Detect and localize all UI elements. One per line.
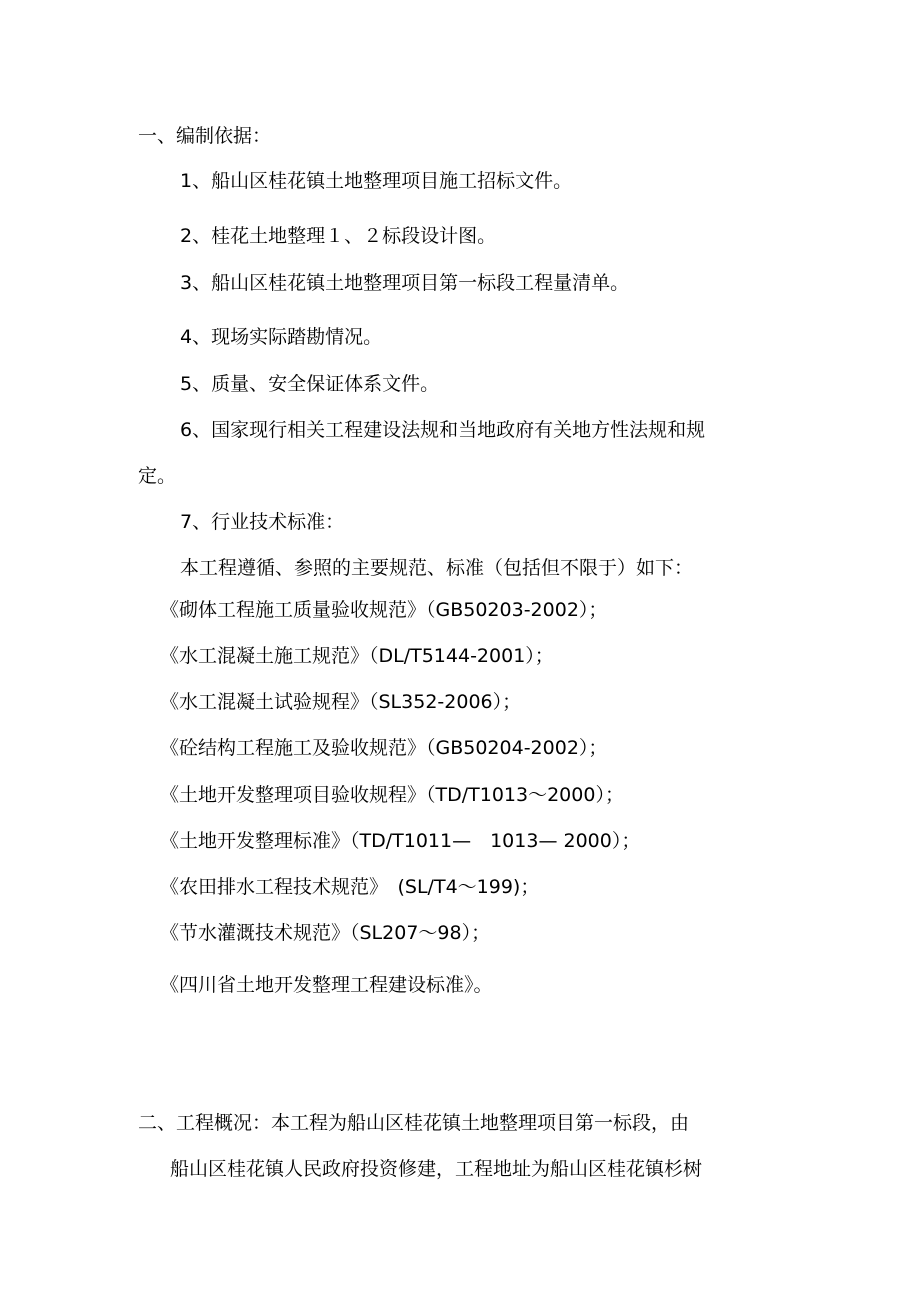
basis-item-2: 2、桂花土地整理１、２标段设计图。	[180, 225, 497, 247]
standard-item: 《土地开发整理标准》（TD/T1011— 1013— 2000）；	[160, 830, 641, 852]
section-2-line-2: 船山区桂花镇人民政府投资修建，工程地址为船山区桂花镇杉树	[170, 1158, 703, 1180]
standard-item: 《节水灌溉技术规范》（SL207～98）；	[160, 922, 491, 944]
basis-item-7: 7、行业技术标准：	[180, 511, 345, 533]
standard-item: 《水工混凝土试验规程》（SL352-2006）；	[160, 691, 522, 713]
basis-item-6-continuation: 定。	[138, 465, 177, 487]
section-1-heading: 一、编制依据：	[138, 125, 272, 147]
basis-item-6: 6、国家现行相关工程建设法规和当地政府有关地方性法规和规	[180, 419, 706, 441]
standards-intro: 本工程遵循、参照的主要规范、标准（包括但不限于）如下：	[180, 557, 694, 579]
standard-item: 《水工混凝土施工规范》（DL/T5144-2001）；	[160, 645, 554, 667]
standard-item: 《农田排水工程技术规范》 (SL/T4～199)；	[160, 876, 540, 898]
section-2-line-1: 二、工程概况：本工程为船山区桂花镇土地整理项目第一标段，由	[138, 1112, 690, 1134]
basis-item-5: 5、质量、安全保证体系文件。	[180, 373, 440, 395]
standard-item: 《土地开发整理项目验收规程》（TD/T1013～2000）；	[160, 784, 624, 806]
standard-item: 《砼结构工程施工及验收规范》（GB50204-2002）；	[160, 737, 608, 759]
basis-item-4: 4、现场实际踏勘情况。	[180, 326, 383, 348]
standard-item: 《四川省土地开发整理工程建设标准》。	[160, 974, 493, 996]
basis-item-3: 3、船山区桂花镇土地整理项目第一标段工程量清单。	[180, 272, 630, 294]
basis-item-1: 1、船山区桂花镇土地整理项目施工招标文件。	[180, 170, 573, 192]
standard-item: 《砌体工程施工质量验收规范》（GB50203-2002）；	[160, 599, 608, 621]
